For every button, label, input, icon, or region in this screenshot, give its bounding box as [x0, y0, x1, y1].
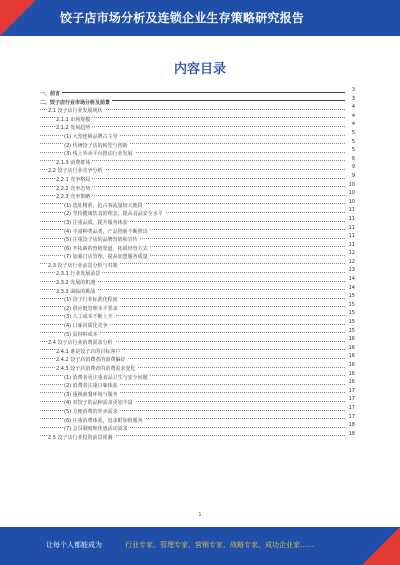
page-number: 1 — [198, 512, 202, 518]
toc-entry-title: (1) 饺子行业标准化程度 — [64, 297, 118, 304]
toc-entry-page: 15 — [348, 327, 355, 334]
toc-entry-page: 16 — [348, 336, 355, 343]
toc-entry-page: 16 — [348, 353, 355, 360]
toc-entry-title: 2.3.2 发展的机遇 — [56, 280, 96, 287]
toc-entry-title: 二、饺子店行业市场分析及前景 — [40, 99, 111, 106]
toc-entry-title: (3) 人工成本不断上升 — [64, 314, 113, 321]
toc-entry-title: (6) 注重消费体验，追求附加值服务 — [64, 417, 143, 424]
toc-entry-page: 13 — [348, 267, 355, 274]
toc-entry-page: 18 — [348, 422, 355, 429]
toc-entry-title: (4) 丰富种类品类，产品创新不断推出 — [64, 228, 148, 235]
toc-entry-title: 2.4.3 饺子店消费者的消费需求变化 — [56, 366, 136, 372]
toc-entry-title: 2.4 饺子店行业消费需求分析 — [48, 340, 113, 347]
toc-entry-title: 2.1.1 市场规模 — [56, 116, 91, 123]
toc-entry-title: 2.1 饺子店行业发展现状 — [48, 108, 103, 115]
toc-entry-page: 14 — [348, 284, 355, 291]
toc-entry-page: 5 — [351, 138, 355, 145]
toc-entry-page: 9 — [351, 164, 355, 171]
toc-entry-title: (7) 加强门店管理，提高加盟服务质量 — [64, 254, 148, 261]
toc-entry-page: 11 — [348, 224, 355, 231]
toc-entry-title: (3) 重视就餐环境与服务 — [64, 391, 118, 398]
toc-entry-title: (1) 消费者更注重食品卫生与安全问题 — [64, 374, 148, 381]
toc-entry-title: 2.2.1 竞争格局 — [56, 176, 91, 183]
toc-entry-page: 4 — [351, 121, 355, 128]
toc-entry-page: 15 — [348, 319, 355, 326]
toc-entry-title: (3) 线上外卖平台推动行业发展 — [64, 151, 133, 158]
toc-entry-page: 16 — [348, 370, 355, 377]
toc-entry-page: 15 — [348, 310, 355, 317]
header-red-triangle — [0, 0, 36, 36]
toc-entry-page: 9 — [351, 172, 355, 179]
toc-entry-page: 5 — [351, 129, 355, 136]
toc-heading: 内容目录 — [173, 62, 226, 77]
table-of-contents — [40, 86, 355, 441]
toc-entry-page: 16 — [348, 379, 355, 386]
toc-entry-page: 5 — [351, 147, 355, 154]
toc-entry-page: 11 — [348, 241, 355, 248]
toc-entry-page: 11 — [348, 233, 355, 240]
toc-entry-title: 2.3.1 行业发展前景 — [56, 271, 101, 278]
footer-red-triangle — [362, 527, 400, 565]
toc-entry-page: 17 — [348, 396, 355, 403]
toc-entry-page: 18 — [348, 430, 355, 437]
toc-entry-title: 2.5 饺子店行业投资前景预测 — [48, 434, 113, 441]
toc-entry[interactable] — [40, 86, 355, 95]
toc-entry-title: (6) 开拓新的营销渠道，拓展经营方式 — [64, 245, 148, 252]
report-title: 饺子店市场分析及连锁企业生存策略研究报告 — [60, 11, 305, 25]
toc-entry-page: 16 — [348, 362, 355, 368]
toc-entry-page: 15 — [348, 293, 355, 300]
toc-entry-page: 17 — [348, 413, 355, 420]
toc-entry-page: 15 — [348, 301, 355, 308]
toc-entry-page: 14 — [348, 276, 355, 283]
toc-entry-page: 10 — [348, 190, 355, 197]
toc-entry-title: (2) 供应链管理水平要求 — [64, 305, 118, 312]
toc-entry-page: 12 — [348, 258, 355, 265]
toc-entry-title: (2) 传统饺子店的转型与创新 — [64, 142, 128, 149]
toc-entry-page: 11 — [348, 215, 355, 222]
toc-entry-page: 4 — [351, 104, 355, 111]
toc-entry-title: 2.2 饺子店行业竞争分析 — [48, 168, 103, 175]
toc-entry-page: 17 — [348, 404, 355, 411]
footer-slogan: 让每个人都能成为 — [46, 541, 102, 549]
toc-entry-title: (7) 会员制度和优惠活动需求 — [64, 426, 128, 433]
toc-entry-title: (4) 口味同质化竞争 — [64, 323, 108, 330]
toc-entry-title: (1) 选址精准，抢占客流量较大地段 — [64, 202, 143, 209]
toc-entry-title: 2.3 饺子店行业前景分析与对策 — [48, 262, 118, 269]
toc-entry-page: 10 — [348, 181, 355, 188]
toc-leader — [40, 92, 345, 93]
toc-entry-title: 2.1.3 消费群体 — [56, 159, 91, 166]
toc-entry-title: (4) 对饺子的品种需求更加丰富 — [64, 400, 133, 407]
toc-entry-title: (2) 消费者注重口味体验 — [64, 383, 118, 390]
toc-entry-page: 11 — [348, 207, 355, 214]
toc-entry-title: (5) 注重饺子店的品牌营销和宣传 — [64, 237, 138, 244]
toc-entry-title: 2.1.2 发展趋势 — [56, 125, 91, 132]
toc-entry-title: (1) 大型连锁品牌占主导 — [64, 133, 118, 140]
toc-entry-page: 16 — [348, 344, 355, 351]
toc-entry-title: 2.4.2 饺子店消费者的消费偏好 — [56, 357, 126, 364]
toc-entry-title: (5) 方便消费的外卖需求 — [64, 408, 118, 415]
footer-roles: 行业专家、管理专家、营销专家、战略专家、成功企业家…… — [125, 541, 314, 549]
toc-entry-page: 17 — [348, 387, 355, 394]
toc-entry-title: 2.2.2 竞争态势 — [56, 185, 91, 192]
toc-entry-title: (5) 原材料成本 — [64, 331, 98, 338]
toc-entry-page: 4 — [351, 112, 355, 119]
toc-entry-page: 6 — [351, 155, 355, 162]
toc-entry-page: 12 — [348, 250, 355, 257]
report-footer — [0, 527, 400, 565]
toc-entry-page: 3 — [351, 95, 355, 102]
toc-entry-title: 2.3.3 面临的挑战 — [56, 288, 96, 295]
toc-entry-title: 2.4.1 谁是饺子店的目标客户 — [56, 348, 121, 355]
toc-entry-page: 3 — [351, 87, 355, 93]
toc-entry-title: 一、前言 — [40, 91, 61, 97]
toc-entry-title: 2.2.3 竞争策略 — [56, 194, 91, 201]
report-header — [0, 0, 400, 36]
toc-entry-title: (2) 坚持健康饮食的理念，提高食品安全水平 — [64, 211, 163, 218]
toc-entry-page: 10 — [348, 198, 355, 205]
toc-entry-title: (3) 注重品质，提升服务体验 — [64, 219, 128, 226]
toc-entry[interactable] — [40, 95, 355, 104]
